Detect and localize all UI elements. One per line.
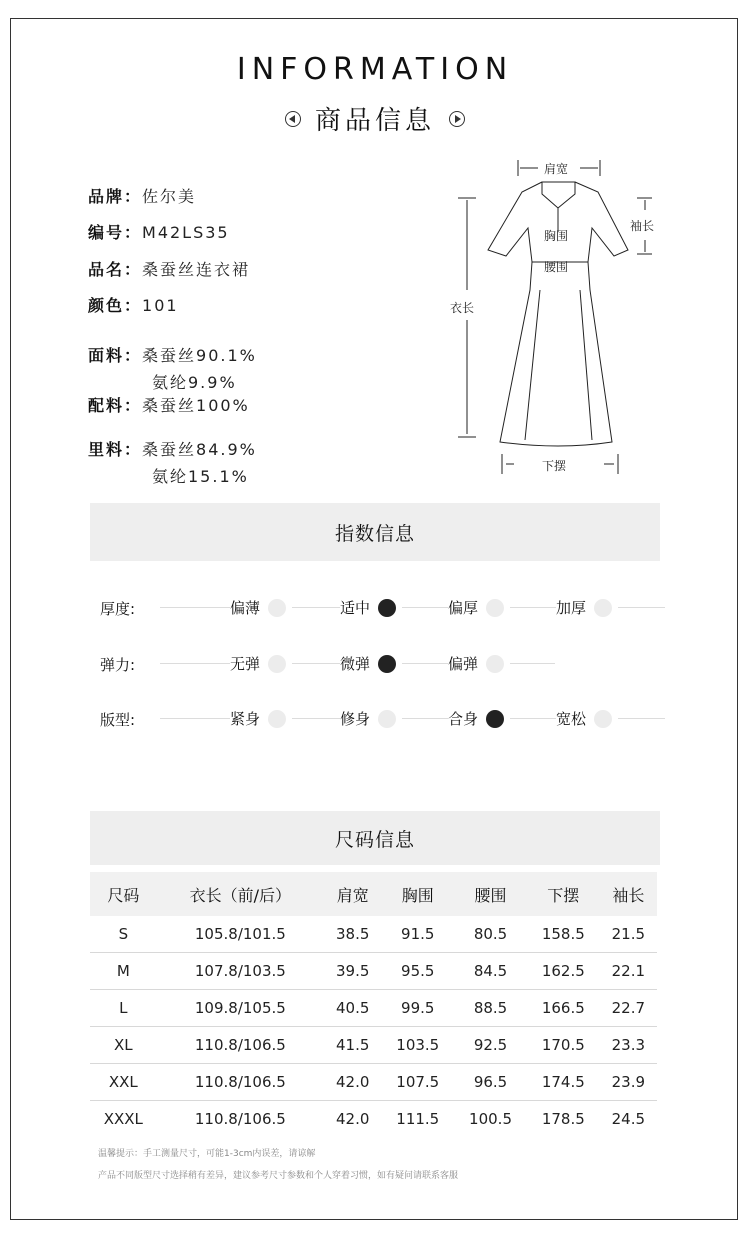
info-fabric-2 — [152, 370, 237, 393]
info-lining-2 — [152, 464, 249, 487]
info-code-value: M42LS35 — [142, 223, 230, 242]
label-shoulder: 肩宽 — [544, 162, 569, 176]
info-color-key: 颜色： — [88, 296, 143, 315]
index-option: 偏厚 — [448, 596, 510, 620]
info-trim — [88, 393, 250, 416]
note-advice: 产品不同版型尺寸选择稍有差异，建议参考尺寸参数和个人穿着习惯，如有疑问请联系客服 — [98, 1171, 459, 1181]
info-brand-key: 品牌： — [88, 187, 143, 206]
table-row: XL 110.8/106.5 41.5 103.5 92.5 170.5 23.3 — [90, 1027, 657, 1064]
arrow-left-icon — [285, 111, 301, 127]
index-option: 微弹 — [340, 652, 402, 676]
info-color — [88, 293, 179, 316]
index-option: 合身 — [448, 707, 510, 731]
col-header: 下摆 — [527, 872, 600, 916]
label-waist: 腰围 — [544, 260, 569, 274]
title-chinese — [0, 100, 750, 137]
label-length: 衣长 — [450, 301, 475, 315]
info-name-key: 品名： — [88, 260, 143, 279]
dress-diagram — [440, 150, 680, 490]
index-option: 宽松 — [556, 707, 618, 731]
info-name — [88, 257, 250, 280]
dot-indicator-selected — [378, 655, 396, 673]
info-code-key: 编号： — [88, 223, 143, 242]
index-label-elasticity: 弹力: — [100, 656, 136, 674]
col-header: 衣长（前/后） — [157, 872, 324, 916]
label-sleeve: 袖长 — [630, 219, 655, 233]
index-row-fit — [90, 707, 665, 731]
dress-collar — [542, 182, 575, 208]
label-hem: 下摆 — [542, 459, 567, 473]
dot-indicator — [486, 655, 504, 673]
index-option: 偏薄 — [230, 596, 292, 620]
dot-indicator — [268, 599, 286, 617]
index-label-fit: 版型: — [100, 711, 136, 729]
info-trim-value: 桑蚕丝100% — [142, 396, 250, 415]
info-code — [88, 220, 230, 243]
col-header: 袖长 — [600, 872, 657, 916]
dot-indicator — [268, 655, 286, 673]
col-header: 胸围 — [381, 872, 454, 916]
size-section-title: 尺码信息 — [90, 811, 660, 865]
info-brand-value: 佐尔美 — [142, 187, 197, 206]
info-name-value: 桑蚕丝连衣裙 — [142, 260, 251, 279]
info-lining-value-1: 桑蚕丝84.9% — [142, 440, 257, 459]
table-row: XXL 110.8/106.5 42.0 107.5 96.5 174.5 23.9 — [90, 1064, 657, 1101]
col-header: 尺码 — [90, 872, 157, 916]
index-option: 适中 — [340, 596, 402, 620]
col-header: 肩宽 — [324, 872, 381, 916]
index-row-elasticity — [90, 652, 555, 676]
info-fabric — [88, 343, 257, 366]
title-chinese-text: 商品信息 — [314, 106, 435, 136]
info-lining-key: 里料： — [88, 440, 143, 459]
dot-indicator — [594, 710, 612, 728]
dot-indicator — [486, 599, 504, 617]
dot-indicator-selected — [486, 710, 504, 728]
info-lining — [88, 437, 257, 460]
arrow-right-icon — [449, 111, 465, 127]
size-table — [90, 872, 657, 1137]
index-option: 加厚 — [556, 596, 618, 620]
info-fabric-value-1: 桑蚕丝90.1% — [142, 346, 257, 365]
table-row: XXXL 110.8/106.5 42.0 111.5 100.5 178.5 24.5 — [103, 1110, 646, 1128]
title-english: INFORMATION — [236, 52, 514, 87]
index-option: 无弹 — [230, 652, 292, 676]
dot-indicator — [594, 599, 612, 617]
note-tip: 温馨提示：手工测量尺寸，可能1-3cm内误差，请谅解 — [98, 1149, 316, 1159]
table-row: M 107.8/103.5 39.5 95.5 84.5 162.5 22.1 — [90, 953, 657, 990]
table-row: L 109.8/105.5 40.5 99.5 88.5 166.5 22.7 — [90, 990, 657, 1027]
index-row-thickness — [90, 596, 665, 620]
index-option: 偏弹 — [448, 652, 510, 676]
info-fabric-key: 面料： — [88, 346, 143, 365]
index-label-thickness: 厚度: — [100, 600, 136, 618]
label-chest: 胸围 — [544, 229, 569, 243]
info-fabric-value-2: 氨纶9.9% — [152, 373, 237, 392]
index-section-title: 指数信息 — [90, 503, 660, 561]
info-lining-value-2: 氨纶15.1% — [152, 467, 249, 486]
info-trim-key: 配料： — [88, 396, 143, 415]
dot-indicator — [268, 710, 286, 728]
dot-indicator — [378, 710, 396, 728]
info-brand — [88, 184, 196, 207]
index-option: 修身 — [340, 707, 402, 731]
table-header-row — [90, 872, 657, 916]
index-option: 紧身 — [230, 707, 292, 731]
dot-indicator-selected — [378, 599, 396, 617]
info-color-value: 101 — [142, 296, 179, 315]
table-row: S 105.8/101.5 38.5 91.5 80.5 158.5 21.5 — [90, 916, 657, 953]
col-header: 腰围 — [454, 872, 527, 916]
